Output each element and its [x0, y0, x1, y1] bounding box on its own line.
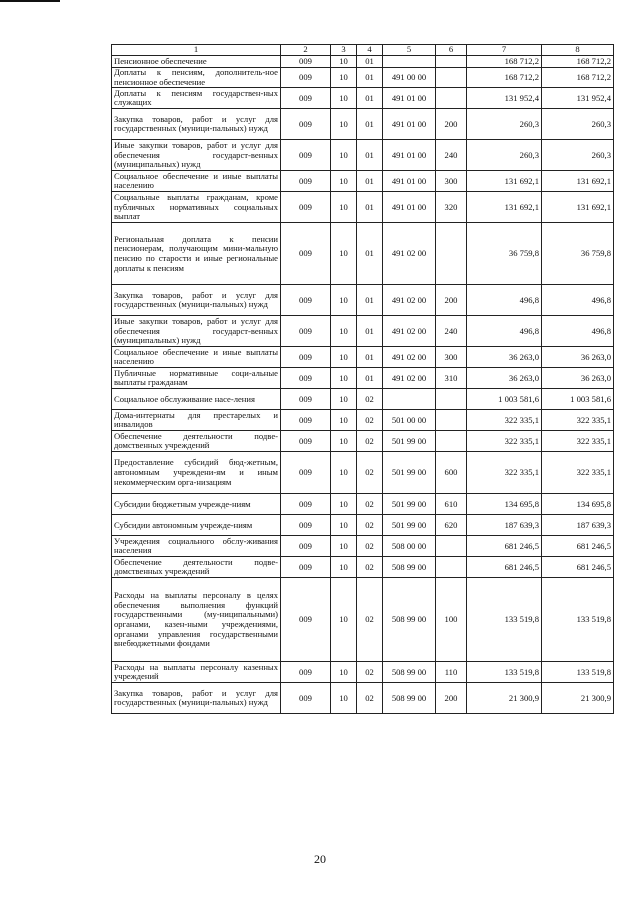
row-col-4: 01	[357, 285, 383, 316]
row-col-6	[436, 410, 467, 431]
row-col-4: 02	[357, 557, 383, 578]
row-col-2: 009	[281, 368, 331, 389]
row-col-4: 02	[357, 410, 383, 431]
table-row	[112, 662, 614, 683]
row-col-3: 10	[331, 389, 357, 410]
row-name-cell: Закупка товаров, работ и услуг для государственных (муници-пальных) нужд	[112, 109, 281, 140]
row-col-5: 491 01 00	[383, 140, 436, 171]
row-col-2: 009	[281, 662, 331, 683]
row-col-8: 131 692,1	[542, 171, 614, 192]
row-col-3: 10	[331, 68, 357, 88]
table-row	[112, 536, 614, 557]
row-col-2: 009	[281, 171, 331, 192]
row-col-6	[436, 56, 467, 68]
table-row	[112, 389, 614, 410]
table-row	[112, 88, 614, 109]
row-col-2: 009	[281, 536, 331, 557]
row-col-3: 10	[331, 347, 357, 368]
row-col-7: 260,3	[467, 140, 542, 171]
row-col-6	[436, 389, 467, 410]
top-left-rule	[0, 0, 60, 2]
row-col-4: 02	[357, 431, 383, 452]
row-col-5: 508 99 00	[383, 683, 436, 714]
row-col-8: 1 003 581,6	[542, 389, 614, 410]
row-col-5: 491 00 00	[383, 68, 436, 88]
row-col-3: 10	[331, 192, 357, 223]
row-col-3: 10	[331, 368, 357, 389]
row-col-2: 009	[281, 410, 331, 431]
row-col-6: 110	[436, 662, 467, 683]
header-col-2: 2	[281, 45, 331, 56]
row-col-5: 501 99 00	[383, 431, 436, 452]
row-col-6: 200	[436, 285, 467, 316]
row-col-8: 36 263,0	[542, 368, 614, 389]
row-col-6: 310	[436, 368, 467, 389]
row-col-5: 508 00 00	[383, 536, 436, 557]
row-col-2: 009	[281, 140, 331, 171]
row-col-8: 133 519,8	[542, 578, 614, 662]
row-col-7: 681 246,5	[467, 536, 542, 557]
row-name-cell: Обеспечение деятельности подве-домственных учреждений	[112, 557, 281, 578]
row-col-3: 10	[331, 285, 357, 316]
row-col-2: 009	[281, 88, 331, 109]
budget-table	[111, 44, 614, 714]
row-col-2: 009	[281, 683, 331, 714]
row-col-3: 10	[331, 494, 357, 515]
row-col-3: 10	[331, 140, 357, 171]
row-col-4: 01	[357, 88, 383, 109]
row-col-5: 491 02 00	[383, 316, 436, 347]
table-row	[112, 171, 614, 192]
row-col-4: 02	[357, 662, 383, 683]
row-col-2: 009	[281, 431, 331, 452]
row-name-cell: Социальное обеспечение и иные выплаты населению	[112, 171, 281, 192]
row-col-4: 02	[357, 494, 383, 515]
row-col-5: 491 02 00	[383, 347, 436, 368]
row-name-cell: Иные закупки товаров, работ и услуг для обеспечения государст-венных (муниципальных) нужд	[112, 316, 281, 347]
header-col-4: 4	[357, 45, 383, 56]
row-col-3: 10	[331, 410, 357, 431]
row-col-7: 168 712,2	[467, 56, 542, 68]
row-col-5: 501 00 00	[383, 410, 436, 431]
row-col-2: 009	[281, 389, 331, 410]
row-col-4: 02	[357, 389, 383, 410]
row-col-7: 36 263,0	[467, 368, 542, 389]
row-col-4: 02	[357, 515, 383, 536]
row-col-5: 491 01 00	[383, 171, 436, 192]
row-col-6: 610	[436, 494, 467, 515]
row-name-cell: Региональная доплата к пенсии пенсионерам, получающим мини-мальную пенсию по старости и иные региональные доплаты к пенсиям	[112, 223, 281, 285]
row-col-3: 10	[331, 515, 357, 536]
row-col-3: 10	[331, 88, 357, 109]
row-name-cell: Расходы на выплаты персоналу в целях обеспечения выполнения функций государственными (му-ниципальными) органами, казен-ными учреждениями, органами управления государственными внебюджетными фондами	[112, 578, 281, 662]
row-col-8: 168 712,2	[542, 68, 614, 88]
header-row	[112, 45, 614, 56]
row-col-8: 322 335,1	[542, 431, 614, 452]
row-col-7: 322 335,1	[467, 410, 542, 431]
row-col-2: 009	[281, 285, 331, 316]
row-col-3: 10	[331, 578, 357, 662]
row-col-4: 01	[357, 316, 383, 347]
row-col-5: 491 02 00	[383, 285, 436, 316]
row-name-cell: Социальное обслуживание насе-ления	[112, 389, 281, 410]
row-col-3: 10	[331, 557, 357, 578]
row-col-4: 01	[357, 368, 383, 389]
row-col-8: 21 300,9	[542, 683, 614, 714]
row-col-5: 508 99 00	[383, 578, 436, 662]
header-col-8: 8	[542, 45, 614, 56]
row-col-6	[436, 431, 467, 452]
row-col-8: 36 263,0	[542, 347, 614, 368]
row-col-7: 134 695,8	[467, 494, 542, 515]
row-col-4: 01	[357, 140, 383, 171]
row-col-8: 322 335,1	[542, 452, 614, 494]
row-name-cell: Дома-интернаты для престарелых и инвалидов	[112, 410, 281, 431]
row-col-8: 168 712,2	[542, 56, 614, 68]
row-col-8: 496,8	[542, 285, 614, 316]
row-col-2: 009	[281, 109, 331, 140]
row-col-6: 240	[436, 140, 467, 171]
header-col-3: 3	[331, 45, 357, 56]
table-row	[112, 223, 614, 285]
table-row	[112, 192, 614, 223]
row-col-4: 02	[357, 452, 383, 494]
header-col-1: 1	[112, 45, 281, 56]
row-col-8: 681 246,5	[542, 557, 614, 578]
row-col-4: 01	[357, 223, 383, 285]
table-row	[112, 578, 614, 662]
row-name-cell: Учреждения социального обслу-живания населения	[112, 536, 281, 557]
row-col-7: 131 952,4	[467, 88, 542, 109]
row-col-7: 496,8	[467, 285, 542, 316]
row-col-6: 300	[436, 347, 467, 368]
row-name-cell: Обеспечение деятельности подве-домственных учреждений	[112, 431, 281, 452]
row-col-7: 322 335,1	[467, 431, 542, 452]
row-col-2: 009	[281, 578, 331, 662]
row-name-cell: Предоставление субсидий бюд-жетным, автономным учреждени-ям и иным некоммерческим орга-низациям	[112, 452, 281, 494]
row-col-5: 491 02 00	[383, 368, 436, 389]
row-col-5	[383, 56, 436, 68]
row-col-5: 501 99 00	[383, 494, 436, 515]
row-col-8: 681 246,5	[542, 536, 614, 557]
row-name-cell: Публичные нормативные соци-альные выплаты гражданам	[112, 368, 281, 389]
row-col-7: 36 759,8	[467, 223, 542, 285]
row-col-7: 21 300,9	[467, 683, 542, 714]
table-row	[112, 109, 614, 140]
row-name-cell: Социальные выплаты гражданам, кроме публичных нормативных социальных выплат	[112, 192, 281, 223]
row-col-7: 322 335,1	[467, 452, 542, 494]
row-col-5: 501 99 00	[383, 515, 436, 536]
row-col-3: 10	[331, 662, 357, 683]
row-name-cell: Социальное обеспечение и иные выплаты населению	[112, 347, 281, 368]
row-col-3: 10	[331, 452, 357, 494]
row-col-7: 496,8	[467, 316, 542, 347]
row-col-5: 491 01 00	[383, 192, 436, 223]
row-col-6: 100	[436, 578, 467, 662]
row-col-8: 134 695,8	[542, 494, 614, 515]
row-col-6: 200	[436, 683, 467, 714]
table-row	[112, 285, 614, 316]
row-name-cell: Расходы на выплаты персоналу казенных учреждений	[112, 662, 281, 683]
row-col-8: 133 519,8	[542, 662, 614, 683]
row-name-cell: Закупка товаров, работ и услуг для государственных (муници-пальных) нужд	[112, 683, 281, 714]
row-col-5: 491 01 00	[383, 109, 436, 140]
row-col-7: 133 519,8	[467, 662, 542, 683]
header-col-7: 7	[467, 45, 542, 56]
row-col-5: 491 01 00	[383, 88, 436, 109]
row-col-3: 10	[331, 56, 357, 68]
row-col-8: 131 952,4	[542, 88, 614, 109]
table-row	[112, 347, 614, 368]
row-col-7: 131 692,1	[467, 192, 542, 223]
row-name-cell: Субсидии бюджетным учрежде-ниям	[112, 494, 281, 515]
table-row	[112, 140, 614, 171]
row-col-5: 508 99 00	[383, 662, 436, 683]
row-col-4: 02	[357, 683, 383, 714]
table-row	[112, 452, 614, 494]
table-row	[112, 410, 614, 431]
row-col-6	[436, 223, 467, 285]
row-col-4: 01	[357, 347, 383, 368]
table-row	[112, 515, 614, 536]
row-col-4: 01	[357, 171, 383, 192]
table-row	[112, 56, 614, 68]
row-col-3: 10	[331, 536, 357, 557]
row-name-cell: Иные закупки товаров, работ и услуг для обеспечения государст-венных (муниципальных) нужд	[112, 140, 281, 171]
row-col-4: 01	[357, 109, 383, 140]
row-col-2: 009	[281, 56, 331, 68]
table-row	[112, 683, 614, 714]
row-col-2: 009	[281, 515, 331, 536]
row-col-6: 320	[436, 192, 467, 223]
row-col-6	[436, 68, 467, 88]
row-name-cell: Субсидии автономным учрежде-ниям	[112, 515, 281, 536]
row-col-8: 260,3	[542, 140, 614, 171]
table-row	[112, 557, 614, 578]
table-row	[112, 316, 614, 347]
row-col-6: 600	[436, 452, 467, 494]
row-col-5	[383, 389, 436, 410]
table-row	[112, 68, 614, 88]
row-col-5: 491 02 00	[383, 223, 436, 285]
table-row	[112, 431, 614, 452]
row-name-cell: Пенсионное обеспечение	[112, 56, 281, 68]
row-col-6: 300	[436, 171, 467, 192]
header-col-5: 5	[383, 45, 436, 56]
row-col-4: 02	[357, 578, 383, 662]
row-col-7: 36 263,0	[467, 347, 542, 368]
table-row	[112, 368, 614, 389]
row-col-3: 10	[331, 109, 357, 140]
row-col-2: 009	[281, 192, 331, 223]
row-col-4: 01	[357, 56, 383, 68]
row-col-3: 10	[331, 223, 357, 285]
row-col-2: 009	[281, 316, 331, 347]
row-col-8: 322 335,1	[542, 410, 614, 431]
row-col-8: 496,8	[542, 316, 614, 347]
row-col-3: 10	[331, 431, 357, 452]
row-col-7: 187 639,3	[467, 515, 542, 536]
row-col-7: 681 246,5	[467, 557, 542, 578]
table-body	[112, 56, 614, 714]
row-name-cell: Доплаты к пенсиям государствен-ных служащих	[112, 88, 281, 109]
row-col-6	[436, 557, 467, 578]
header-col-6: 6	[436, 45, 467, 56]
row-col-2: 009	[281, 223, 331, 285]
row-col-5: 501 99 00	[383, 452, 436, 494]
row-col-2: 009	[281, 557, 331, 578]
row-col-3: 10	[331, 683, 357, 714]
row-col-7: 133 519,8	[467, 578, 542, 662]
row-col-2: 009	[281, 68, 331, 88]
row-col-6: 620	[436, 515, 467, 536]
row-name-cell: Доплаты к пенсиям, дополнитель-ное пенсионное обеспечение	[112, 68, 281, 88]
row-col-6: 240	[436, 316, 467, 347]
row-col-7: 1 003 581,6	[467, 389, 542, 410]
row-name-cell: Закупка товаров, работ и услуг для государственных (муници-пальных) нужд	[112, 285, 281, 316]
row-col-6: 200	[436, 109, 467, 140]
row-col-7: 131 692,1	[467, 171, 542, 192]
row-col-8: 260,3	[542, 109, 614, 140]
row-col-8: 187 639,3	[542, 515, 614, 536]
row-col-4: 02	[357, 536, 383, 557]
row-col-8: 36 759,8	[542, 223, 614, 285]
row-col-3: 10	[331, 316, 357, 347]
row-col-6	[436, 88, 467, 109]
row-col-2: 009	[281, 347, 331, 368]
row-col-4: 01	[357, 68, 383, 88]
page-number: 20	[314, 852, 326, 866]
row-col-2: 009	[281, 494, 331, 515]
row-col-2: 009	[281, 452, 331, 494]
row-col-3: 10	[331, 171, 357, 192]
row-col-7: 260,3	[467, 109, 542, 140]
row-col-7: 168 712,2	[467, 68, 542, 88]
row-col-5: 508 99 00	[383, 557, 436, 578]
row-col-8: 131 692,1	[542, 192, 614, 223]
table-row	[112, 494, 614, 515]
row-col-4: 01	[357, 192, 383, 223]
row-col-6	[436, 536, 467, 557]
